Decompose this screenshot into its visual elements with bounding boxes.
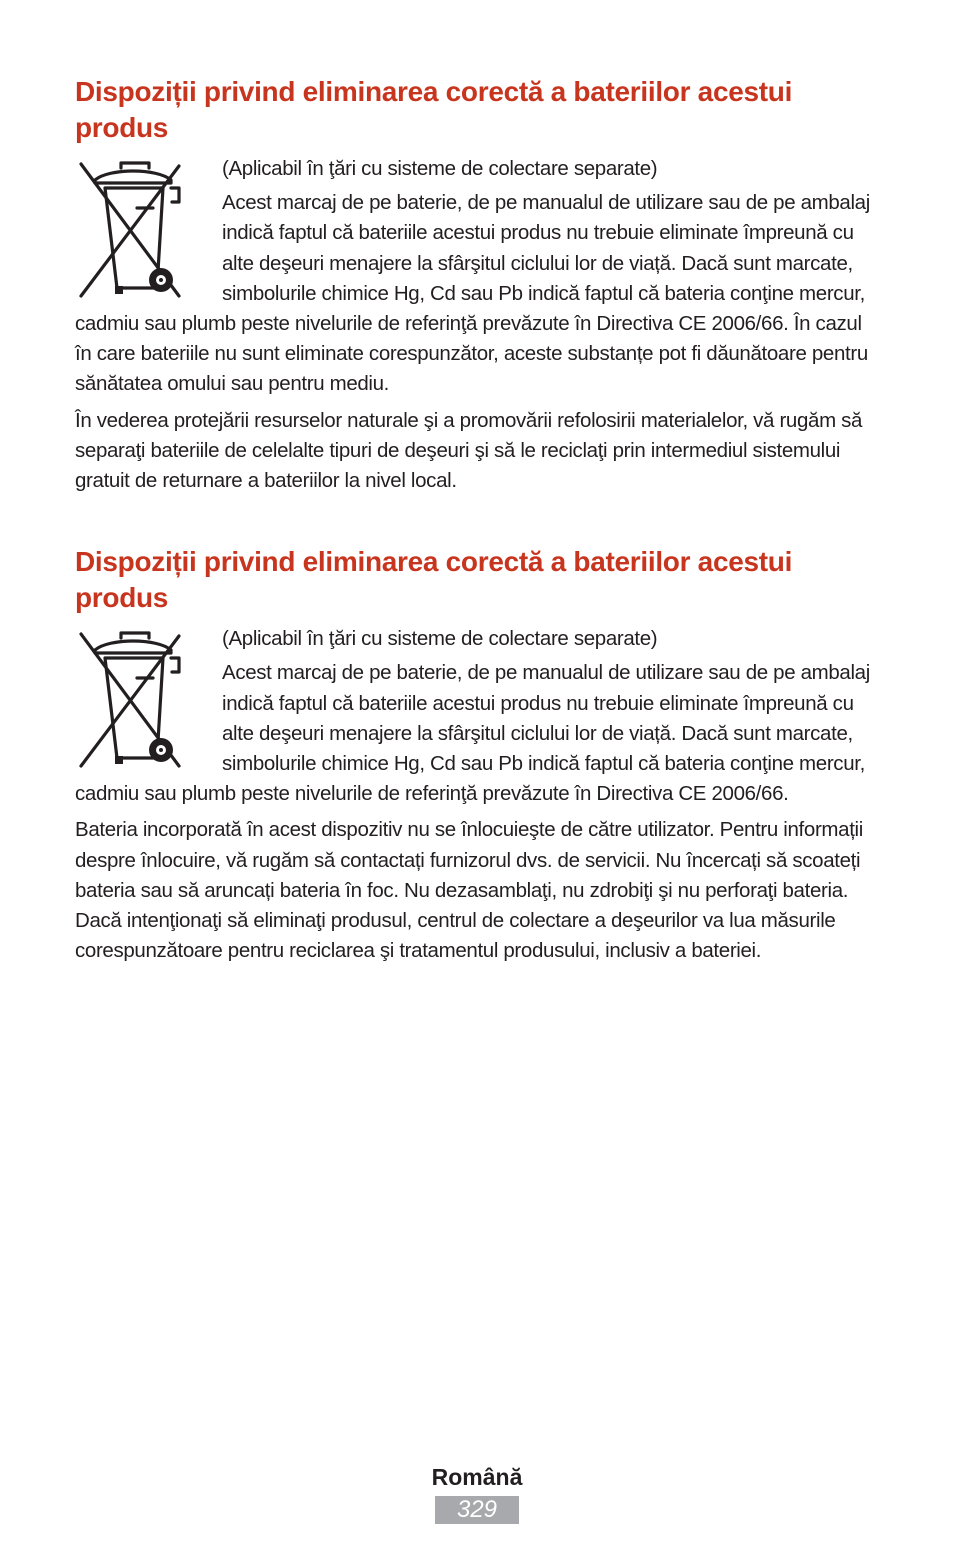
battery-disposal-section-2 xyxy=(75,544,875,966)
battery-disposal-section-1 xyxy=(75,74,875,496)
page-number-badge: 329 xyxy=(435,1496,519,1524)
applicable-note: (Aplicabil în ţări cu sisteme de colectare separate) xyxy=(222,627,658,651)
marking-paragraph: Acest marcaj de pe baterie, de pe manualul de utilizare sau de pe ambalaj indică faptul că bateriile acestui produs nu trebuie eliminate împreună cu alte deşeuri menajere la sfârşitul ciclului lor de viață. Dacă sunt marcate, simbolurile chimice Hg, Cd sau Pb indică faptul că bateria conţine mercur, cadmiu sau plumb peste nivelurile de referinţă prevăzute în Directiva CE 2006/66. În cazul în care bateriile nu sunt eliminate corespunzător, aceste substanțe pot fi dăunătoare pentru sănătatea omului sau pentru mediu. xyxy=(75,191,870,396)
recycling-paragraph: În vederea protejării resurselor naturale şi a promovării refolosirii materialelor, vă rugăm să separaţi bateriile de celelalte tipuri de deşeuri şi să le reciclaţi prin intermediul sistemului gratuit de returnare a bateriilor la nivel local. xyxy=(75,408,863,493)
crossed-out-wheelie-bin-icon xyxy=(75,154,187,304)
document-page xyxy=(75,74,875,1014)
applicable-note: (Aplicabil în ţări cu sisteme de colectare separate) xyxy=(222,157,658,180)
page-footer xyxy=(0,1462,954,1524)
crossed-out-wheelie-bin-icon xyxy=(75,624,187,774)
section-title: Dispoziții privind eliminarea corectă a bateriilor acestui produs xyxy=(75,546,793,614)
footer-language: Română xyxy=(431,1464,523,1490)
built-in-battery-paragraph: Bateria incorporată în acest dispozitiv nu se înlocuieşte de către utilizator. Pentru informații despre înlocuire, vă rugăm să contactați furnizorul dvs. de servicii. Nu încercați să scoateți bateria sau să aruncați bateria în foc. Nu dezasamblaţi, nu zdrobiţi şi nu perforaţi bateria. Dacă intenţionaţi să eliminaţi produsul, centrul de colectare a deşeurilor va lua măsurile corespunzătoare pentru reciclarea şi tratamentul produsului, inclusiv a bateriei. xyxy=(75,818,863,963)
section-title: Dispoziții privind eliminarea corectă a bateriilor acestui produs xyxy=(75,76,793,143)
section-body xyxy=(75,154,875,496)
section-body xyxy=(75,624,875,966)
marking-paragraph: Acest marcaj de pe baterie, de pe manualul de utilizare sau de pe ambalaj indică faptul că bateriile acestui produs nu trebuie eliminate împreună cu alte deşeuri menajere la sfârşitul ciclului lor de viață. Dacă sunt marcate, simbolurile chimice Hg, Cd sau Pb indică faptul că bateria conţine mercur, cadmiu sau plumb peste nivelurile de referinţă prevăzute în Directiva CE 2006/66. xyxy=(75,661,870,806)
